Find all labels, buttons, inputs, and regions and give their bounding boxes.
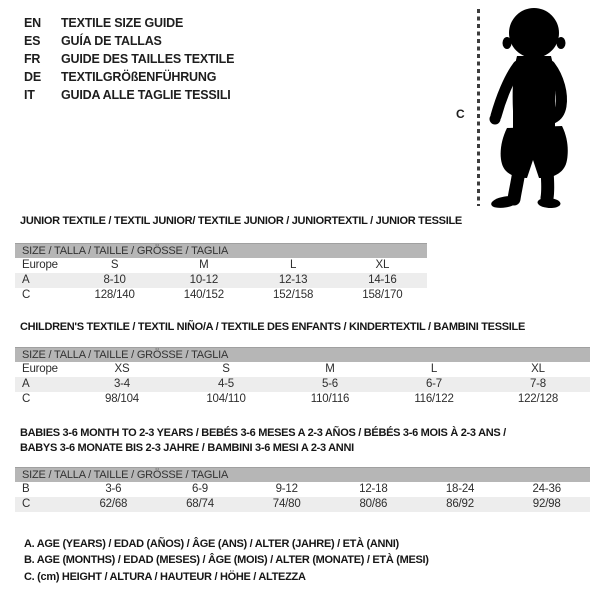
guide-title: GUIDE DES TAILLES TEXTILE [61,52,235,66]
language-row [24,86,234,104]
language-row [24,14,234,32]
size-value-cell: 4-5 [217,378,235,390]
silhouette-head [509,8,559,58]
size-value-cell: 110/116 [310,393,350,405]
size-value-cell: 24-36 [532,483,561,495]
section-title [15,426,600,456]
size-value-cell: 140/152 [183,289,224,301]
size-value-cell: 92/98 [532,498,561,510]
legend-line-height: C. (cm) HEIGHT / ALTURA / HAUTEUR / HÖHE / ALTEZZA [24,570,306,583]
size-value-cell: 6-9 [191,483,209,495]
size-table [15,347,590,407]
row-label: B [22,483,30,495]
childrens-textile-section [15,320,600,407]
size-value-cell: 12-13 [278,274,308,286]
size-value-cell: 14-16 [368,274,397,286]
size-value-cell: XL [531,363,545,375]
size-value-cell: 10-12 [189,274,219,286]
table-row [15,258,427,273]
guide-title: TEXTILGRÖßENFÜHRUNG [61,70,217,84]
size-value-cell: 3-6 [105,483,122,495]
language-row [24,68,234,86]
legend-line-age-months: B. AGE (MONTHS) / EDAD (MESES) / ÂGE (MOIS) / ALTER (MONATE) / ETÀ (MESI) [24,554,429,567]
size-value-cell: 8-10 [103,274,126,286]
section-title [15,214,600,229]
language-code: FR [24,52,41,66]
size-value-cell: 62/68 [99,498,128,510]
row-label: C [22,393,31,405]
size-value-cell: XS [114,363,130,375]
size-value-cell: 5-6 [321,378,339,390]
row-label: C [22,289,31,301]
section-title-line: CHILDREN'S TEXTILE / TEXTIL NIÑO/A / TEXTILE DES ENFANTS / KINDERTEXTIL / BAMBINI TESSILE [20,321,525,333]
language-code: IT [24,88,35,102]
size-value-cell: 9-12 [275,483,298,495]
table-row [15,273,427,288]
size-value-cell: S [222,363,230,375]
size-value-cell: 18-24 [445,483,475,495]
junior-textile-section [15,214,600,303]
size-value-cell: XL [375,259,390,271]
size-value-cell: 158/170 [362,289,403,301]
size-value-cell: 152/158 [273,289,314,301]
row-label: C [22,498,31,510]
table-row [15,482,590,497]
row-label: A [22,274,30,286]
size-value-cell: S [110,259,119,271]
language-title-list [24,14,234,104]
size-value-cell: L [290,259,297,271]
size-value-cell: 128/140 [94,289,135,301]
size-value-cell: 3-4 [113,378,131,390]
size-value-cell: 12-18 [359,483,388,495]
table-row [15,362,590,377]
table-row [15,392,590,407]
row-label: Europe [22,259,58,271]
size-value-cell: 7-8 [529,378,547,390]
table-row [15,377,590,392]
guide-title: GUÍA DE TALLAS [61,34,162,48]
size-value-cell: 6-7 [425,378,443,390]
section-title-line: BABIES 3-6 MONTH TO 2-3 YEARS / BEBÉS 3-6 MESES A 2-3 AÑOS / BÉBÉS 3-6 MOIS À 2-3 ANS / [20,427,506,439]
size-value-cell: 116/122 [414,393,454,405]
section-title-line: JUNIOR TEXTILE / TEXTIL JUNIOR/ TEXTILE JUNIOR / JUNIORTEXTIL / JUNIOR TESSILE [20,215,462,227]
guide-title: TEXTILE SIZE GUIDE [61,16,184,30]
row-label: A [22,378,30,390]
guide-title: GUIDA ALLE TAGLIE TESSILI [61,88,231,102]
size-header-bar: SIZE / TALLA / TAILLE / GRÖSSE / TAGLIA [15,347,590,362]
height-measure-label: C [456,107,465,121]
language-code: ES [24,34,41,48]
language-code: EN [24,16,41,30]
measurement-legend [24,536,429,585]
size-value-cell: M [325,363,335,375]
legend-line-age-years: A. AGE (YEARS) / EDAD (AÑOS) / ÂGE (ANS) / ALTER (JAHRE) / ETÀ (ANNI) [24,538,399,550]
table-row [15,288,427,303]
size-value-cell: 98/104 [105,393,139,405]
toddler-silhouette-image [489,6,577,209]
section-title-line: BABYS 3-6 MONATE BIS 2-3 JAHRE / BAMBINI 3-6 MESI A 2-3 ANNI [20,442,354,454]
table-row [15,497,590,512]
size-value-cell: 74/80 [272,498,301,510]
language-row [24,32,234,50]
size-value-cell: 86/92 [446,498,474,510]
section-title [15,320,600,335]
size-header-bar: SIZE / TALLA / TAILLE / GRÖSSE / TAGLIA [15,467,590,482]
size-header-bar: SIZE / TALLA / TAILLE / GRÖSSE / TAGLIA [15,243,427,258]
size-table [15,467,590,512]
size-value-cell: 80/86 [359,498,388,510]
language-code: DE [24,70,41,84]
size-value-cell: M [199,259,209,271]
size-value-cell: 68/74 [186,498,214,510]
size-value-cell: 122/128 [517,393,559,405]
size-value-cell: 104/110 [206,393,246,405]
size-table [15,243,427,303]
babies-textile-section [15,426,600,512]
row-label: Europe [22,363,58,375]
height-measure-dashed-line [477,9,480,206]
language-row [24,50,234,68]
size-value-cell: L [430,363,438,375]
